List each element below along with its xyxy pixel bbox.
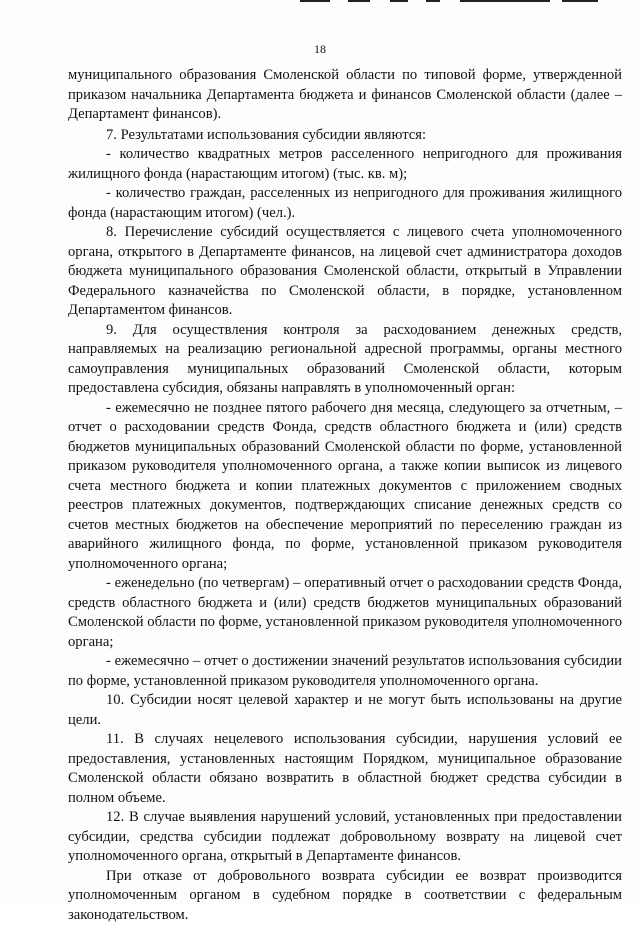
- paragraph-12-refusal: При отказе от добровольного возврата субсидии ее возврат производится уполномоченным органом в судебном порядке в соответствии с федеральным законодательством.: [68, 867, 622, 925]
- document-body: [68, 66, 622, 925]
- scan-edge-marks: [300, 0, 600, 4]
- paragraph-9-item-2: - еженедельно (по четвергам) – оперативный отчет о расходовании средств Фонда, средств областного бюджета и (или) средств бюджетов муниципальных образований Смоленской области по форме, установленной приказом руководителя уполномоченного органа;: [68, 574, 622, 652]
- paragraph-7: 7. Результатами использования субсидии являются:: [68, 126, 622, 146]
- paragraph-10: 10. Субсидии носят целевой характер и не могут быть использованы на другие цели.: [68, 691, 622, 730]
- paragraph-9-item-3: - ежемесячно – отчет о достижении значений результатов использования субсидии по форме, установленной приказом руководителя уполномоченного органа.: [68, 652, 622, 691]
- paragraph-intro: муниципального образования Смоленской области по типовой форме, утвержденной приказом начальника Департамента бюджета и финансов Смоленской области (далее – Департамент финансов).: [68, 66, 622, 125]
- paragraph-9-item-1: - ежемесячно не позднее пятого рабочего дня месяца, следующего за отчетным, – отчет о расходовании средств Фонда, средств областного бюджета и (или) средств бюджетов муниципальных образований Смоленской области по форме, установленной приказом руководителя уполномоченного органа, а также копии выписок из лицевого счета местного бюджета и копии платежных документов с приложением сводных реестров платежных документов, подтверждающих списание денежных средств со счетов местных бюджетов на обеспечение мероприятий по переселению граждан из аварийного жилищного фонда, по форме, установленной приказом руководителя уполномоченного органа;: [68, 399, 622, 575]
- paragraph-8: 8. Перечисление субсидий осуществляется с лицевого счета уполномоченного органа, открытого в Департаменте финансов, на лицевой счет администратора доходов бюджета муниципального образования Смоленской области, открытый в Управлении Федерального казначейства по Смоленской области, в порядке, установленном Департаментом финансов.: [68, 223, 622, 321]
- paragraph-7-item-1: - количество квадратных метров расселенного непригодного для проживания жилищного фонда (нарастающим итогом) (тыс. кв. м);: [68, 145, 622, 184]
- page-number: 18: [0, 42, 640, 57]
- paragraph-11: 11. В случаях нецелевого использования субсидии, нарушения условий ее предоставления, установленных настоящим Порядком, муниципальное образование Смоленской области обязано возвратить в областной бюджет средства субсидии в полном объеме.: [68, 730, 622, 808]
- paragraph-7-item-2: - количество граждан, расселенных из непригодного для проживания жилищного фонда (нарастающим итогом) (чел.).: [68, 184, 622, 223]
- paragraph-12: 12. В случае выявления нарушений условий, установленных при предоставлении субсидии, средства субсидии подлежат добровольному возврату на лицевой счет уполномоченного органа, открытый в Департаменте финансов.: [68, 808, 622, 867]
- paragraph-9: 9. Для осуществления контроля за расходованием денежных средств, направляемых на реализацию региональной адресной программы, органы местного самоуправления муниципальных образований Смоленской области, которым предоставлена субсидия, обязаны направлять в уполномоченный орган:: [68, 321, 622, 399]
